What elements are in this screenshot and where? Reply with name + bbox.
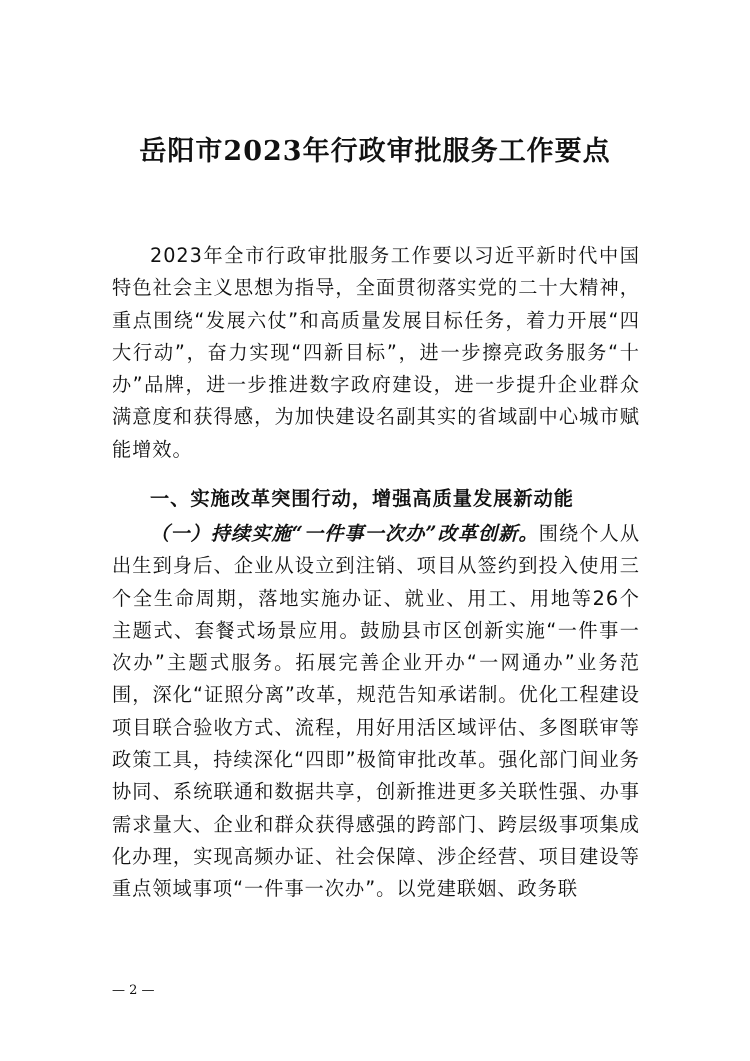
intro-paragraph: 2023年全市行政审批服务工作要以习近平新时代中国特色社会主义思想为指导，全面贯彻落实党的二十大精神，重点围绕“发展六仗”和高质量发展目标任务，着力开展“四大行动”，奋力实现“四新目标”，进一步擦亮政务服务“十办”品牌，进一步推进数字政府建设，进一步提升企业群众满意度和获得感，为加快建设名副其实的省域副中心城市赋能增效。	[112, 244, 640, 461]
section-heading-1: 一、实施改革突围行动，增强高质量发展新动能	[150, 487, 574, 510]
page-number: — 2 —	[112, 983, 155, 998]
item-1-paragraph	[112, 518, 640, 906]
document-title: 岳阳市2023年行政审批服务工作要点	[139, 136, 611, 167]
item-1-lead: （一）持续实施“一件事一次办”改革创新。	[150, 522, 539, 545]
item-1-body: 围绕个人从出生到身后、企业从设立到注销、项目从签约到投入使用三个全生命周期，落地实施办证、就业、用工、用地等26个主题式、套餐式场景应用。鼓励县市区创新实施“一件事一次办”主题式服务。拓展完善企业开办“一网通办”业务范围，深化“证照分离”改革，规范告知承诺制。优化工程建设项目联合验收方式、流程，用好用活区域评估、多图联审等政策工具，持续深化“四即”极简审批改革。强化部门间业务协同、系统联通和数据共享，创新推进更多关联性强、办事需求量大、企业和群众获得感强的跨部门、跨层级事项集成化办理，实现高频办证、社会保障、涉企经营、项目建设等重点领域事项“一件事一次办”。以党建联姻、政务联	[112, 522, 641, 901]
